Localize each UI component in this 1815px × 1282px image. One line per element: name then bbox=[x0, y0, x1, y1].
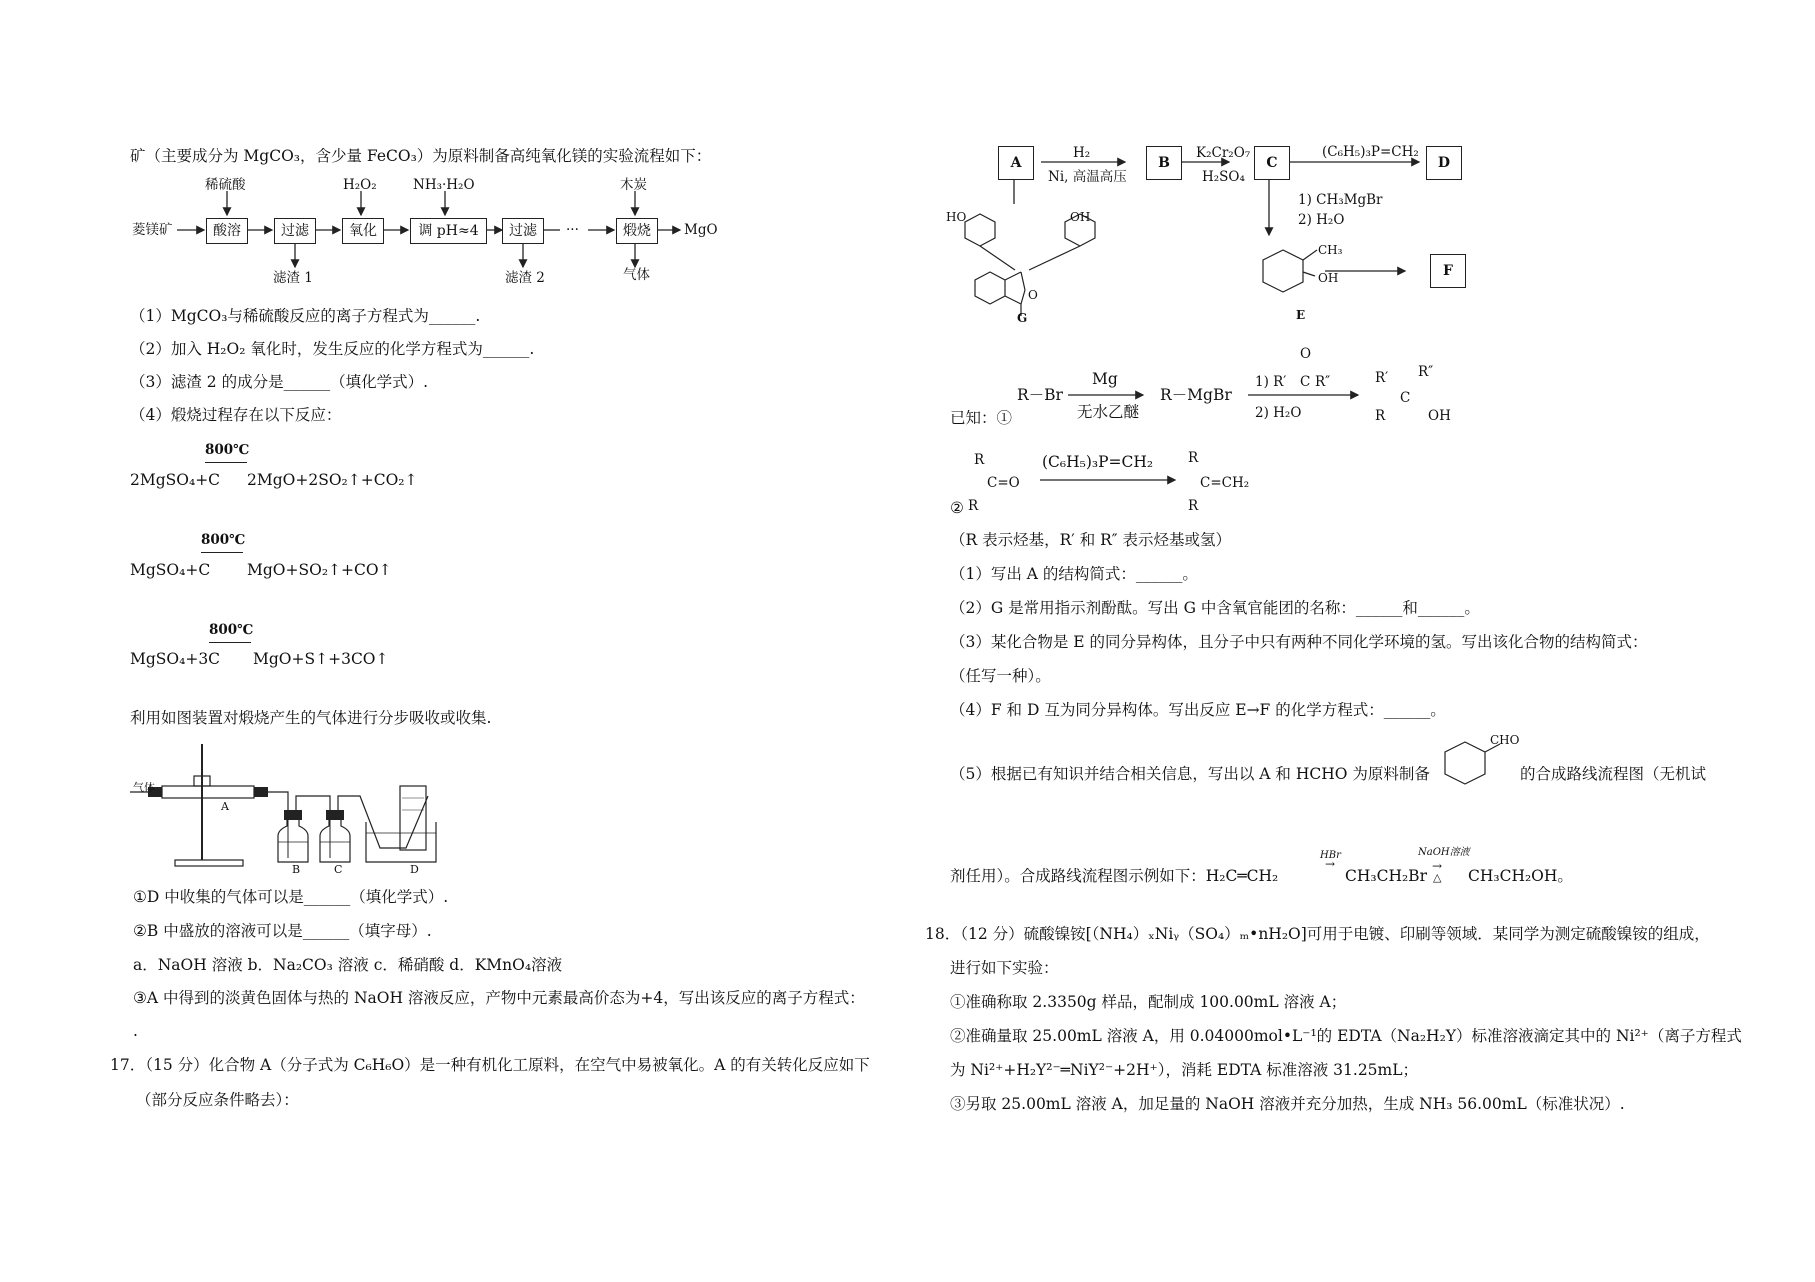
part-1: （1）写出 A 的结构简式：______。 bbox=[950, 565, 1198, 583]
eq3-right: MgO+S↑+3CO↑ bbox=[253, 650, 389, 668]
question-4: （4）煅烧过程存在以下反应： bbox=[130, 406, 342, 424]
eq-bar-1 bbox=[205, 462, 247, 463]
part-3-end: （任写一种）。 bbox=[950, 667, 1051, 685]
prod-r2: R″ bbox=[1418, 364, 1434, 380]
box-a: A bbox=[998, 146, 1034, 180]
question-3: （3）滤渣 2 的成分是______（填化学式）. bbox=[130, 373, 429, 391]
question-17-line-2: （部分反应条件略去）： bbox=[136, 1091, 299, 1109]
eq2-left: MgSO₄+C bbox=[130, 561, 211, 579]
apparatus-label-gas: 气体 bbox=[133, 781, 155, 794]
example-naoh: NaOH溶液 bbox=[1418, 847, 1470, 858]
eq-bar-3 bbox=[209, 642, 251, 643]
prod-r: R bbox=[1375, 408, 1386, 424]
options-line: a．NaOH 溶液 b．Na₂CO₃ 溶液 c．稀硝酸 d．KMnO₄溶液 bbox=[133, 956, 563, 974]
flow-dots: ··· bbox=[566, 222, 579, 238]
apparatus-label-b: B bbox=[292, 863, 301, 876]
question-18-line-1: 18．（12 分）硫酸镍铵[（NH₄）ₓNiᵧ（SO₄）ₘ•nH₂O]可用于电镀、印刷等领域．某同学为测定硫酸镍铵的组成， bbox=[925, 925, 1710, 943]
k2-reagent: (C₆H₅)₃P=CH₂ bbox=[1042, 453, 1154, 471]
question-18-line-2: 进行如下实验： bbox=[950, 959, 1059, 977]
box-f: F bbox=[1430, 254, 1466, 288]
flow-start: 菱镁矿 bbox=[132, 222, 173, 238]
known-2-arrow bbox=[1040, 470, 1190, 490]
flow-end: MgO bbox=[684, 222, 718, 238]
step-adjust-ph: 调 pH≈4 bbox=[410, 218, 487, 244]
example-mid: CH₃CH₂Br bbox=[1345, 867, 1427, 885]
g-label: G bbox=[1017, 311, 1028, 325]
known-mg: Mg bbox=[1092, 370, 1118, 388]
sub-question-3: ③A 中得到的淡黄色固体与热的 NaOH 溶液反应，产物中元素最高价态为+4，写出该反应的离子方程式： bbox=[133, 989, 865, 1007]
known-step1-r2: R″ bbox=[1315, 374, 1331, 390]
step-r2-end: 为 Ni²⁺+H₂Y²⁻═NiY²⁻+2H⁺），消耗 EDTA 标准溶液 31.25mL； bbox=[950, 1061, 1419, 1079]
question-2: （2）加入 H₂O₂ 氧化时，发生反应的化学方程式为______. bbox=[130, 340, 535, 358]
eq2-right: MgO+SO₂↑+CO↑ bbox=[247, 561, 392, 579]
known-step1: 1) R′ bbox=[1255, 374, 1287, 390]
example-arrow-2: → bbox=[1432, 859, 1443, 873]
known-rbr: R－Br bbox=[1017, 386, 1063, 404]
apparatus-label-a: A bbox=[221, 800, 229, 813]
example-delta: △ bbox=[1433, 871, 1442, 884]
label-grignard-1: 1) CH₃MgBr bbox=[1298, 192, 1383, 208]
apparatus-diagram bbox=[130, 738, 460, 873]
known-ether: 无水乙醚 bbox=[1077, 403, 1140, 421]
e-ch3-label: CH₃ bbox=[1318, 243, 1343, 257]
example-end: CH₃CH₂OH。 bbox=[1468, 867, 1573, 885]
label-dichromate: K₂Cr₂O₇ bbox=[1196, 145, 1251, 161]
g-oh-label: OH bbox=[1070, 210, 1091, 224]
e-oh-label: OH bbox=[1318, 271, 1339, 285]
k2-p1: R bbox=[1188, 450, 1199, 466]
box-b: B bbox=[1146, 146, 1182, 180]
part-5-line-2: 剂任用）。合成路线流程图示例如下：H₂C═CH₂ bbox=[950, 867, 1279, 885]
part-5: （5）根据已有知识并结合相关信息，写出以 A 和 HCHO 为原料制备 bbox=[950, 765, 1430, 783]
condition-2: 800℃ bbox=[201, 532, 246, 548]
example-hbr: HBr bbox=[1320, 850, 1341, 861]
reagent-charcoal: 木炭 bbox=[620, 177, 647, 193]
known-rmgbr: R－MgBr bbox=[1160, 386, 1232, 404]
step-filter-2: 过滤 bbox=[502, 218, 544, 244]
label-grignard-2: 2) H₂O bbox=[1298, 212, 1345, 228]
g-ho-label: HO bbox=[946, 210, 967, 224]
box-d: D bbox=[1426, 146, 1462, 180]
eq1-right: 2MgO+2SO₂↑+CO₂↑ bbox=[247, 471, 418, 489]
g-o-label: O bbox=[1028, 288, 1038, 302]
step-filter-1: 过滤 bbox=[274, 218, 316, 244]
condition-1: 800℃ bbox=[205, 442, 250, 458]
known-2-label: ② bbox=[950, 499, 964, 517]
k2-r2: R bbox=[968, 498, 979, 514]
known-step2: 2) H₂O bbox=[1255, 405, 1302, 421]
reagent-acid: 稀硫酸 bbox=[205, 177, 246, 193]
eq1-left: 2MgSO₄+C bbox=[130, 471, 221, 489]
k2-c: C=O bbox=[987, 475, 1020, 491]
step-r3: ③另取 25.00mL 溶液 A，加足量的 NaOH 溶液并充分加热，生成 NH₃ 56.00mL（标准状况）. bbox=[950, 1095, 1625, 1113]
k2-product: C=CH₂ bbox=[1200, 475, 1250, 491]
reagent-ammonia: NH₃·H₂O bbox=[413, 177, 475, 193]
apparatus-label-d: D bbox=[410, 863, 419, 876]
step-r2: ②准确量取 25.00mL 溶液 A，用 0.04000mol•L⁻¹的 EDTA（Na₂H₂Y）标准溶液滴定其中的 Ni²⁺（离子方程式 bbox=[950, 1027, 1742, 1045]
sub-question-2: ②B 中盛放的溶液可以是______（填字母）. bbox=[133, 922, 432, 940]
part-3: （3）某化合物是 E 的同分异构体，且分子中只有两种不同化学环境的氢。写出该化合物的结构简式： bbox=[950, 633, 1648, 651]
sub-question-3-end: . bbox=[133, 1022, 138, 1040]
prod-oh: OH bbox=[1428, 408, 1451, 424]
label-ni-conditions: Ni, 高温高压 bbox=[1048, 169, 1127, 185]
reagent-h2o2: H₂O₂ bbox=[343, 177, 377, 193]
k2-r1: R bbox=[974, 452, 985, 468]
part-5-end: 的合成路线流程图（无机试 bbox=[1520, 765, 1707, 783]
prod-r1: R′ bbox=[1375, 370, 1389, 386]
e-label: E bbox=[1296, 308, 1306, 322]
output-residue-2: 滤渣 2 bbox=[505, 270, 545, 286]
eq3-left: MgSO₄+3C bbox=[130, 650, 221, 668]
prod-c: C bbox=[1400, 390, 1411, 406]
step-oxidize: 氧化 bbox=[342, 218, 384, 244]
step-dissolve: 酸溶 bbox=[206, 218, 248, 244]
known-o: O bbox=[1300, 346, 1312, 362]
apparatus-intro: 利用如图装置对煅烧产生的气体进行分步吸收或收集. bbox=[130, 709, 492, 727]
part-4: （4）F 和 D 互为同分异构体。写出反应 E→F 的化学方程式：______。 bbox=[950, 701, 1446, 719]
question-17-line-1: 17．（15 分）化合物 A（分子式为 C₆H₆O）是一种有机化工原料，在空气中易被氧化。A 的有关转化反应如下 bbox=[110, 1056, 870, 1074]
intro-text: 矿（主要成分为 MgCO₃，含少量 FeCO₃）为原料制备高纯氧化镁的实验流程如下： bbox=[130, 147, 712, 165]
step-calcine: 煅烧 bbox=[616, 218, 658, 244]
apparatus-label-c: C bbox=[334, 863, 343, 876]
k2-p2: R bbox=[1188, 498, 1199, 514]
cho-label: CHO bbox=[1490, 733, 1520, 747]
condition-3: 800℃ bbox=[209, 622, 254, 638]
label-wittig: (C₆H₅)₃P=CH₂ bbox=[1322, 144, 1419, 160]
known-label: 已知：① bbox=[950, 409, 1013, 427]
question-1: （1）MgCO₃与稀硫酸反应的离子方程式为______. bbox=[130, 307, 481, 325]
eq-bar-2 bbox=[201, 552, 243, 553]
output-residue-1: 滤渣 1 bbox=[273, 270, 313, 286]
example-arrow-1: → bbox=[1325, 857, 1336, 871]
label-h2: H₂ bbox=[1073, 145, 1091, 161]
box-c: C bbox=[1254, 146, 1290, 180]
part-2: （2）G 是常用指示剂酚酞。写出 G 中含氧官能团的名称：______和______。 bbox=[950, 599, 1480, 617]
sub-question-1: ①D 中收集的气体可以是______（填化学式）. bbox=[133, 888, 449, 906]
step-r1: ①准确称取 2.3350g 样品，配制成 100.00mL 溶液 A； bbox=[950, 993, 1347, 1011]
output-gas: 气体 bbox=[623, 267, 650, 283]
label-sulfuric: H₂SO₄ bbox=[1202, 169, 1245, 185]
known-step1-c: C bbox=[1300, 374, 1311, 390]
r-note: （R 表示烃基，R′ 和 R″ 表示烃基或氢） bbox=[950, 531, 1232, 549]
